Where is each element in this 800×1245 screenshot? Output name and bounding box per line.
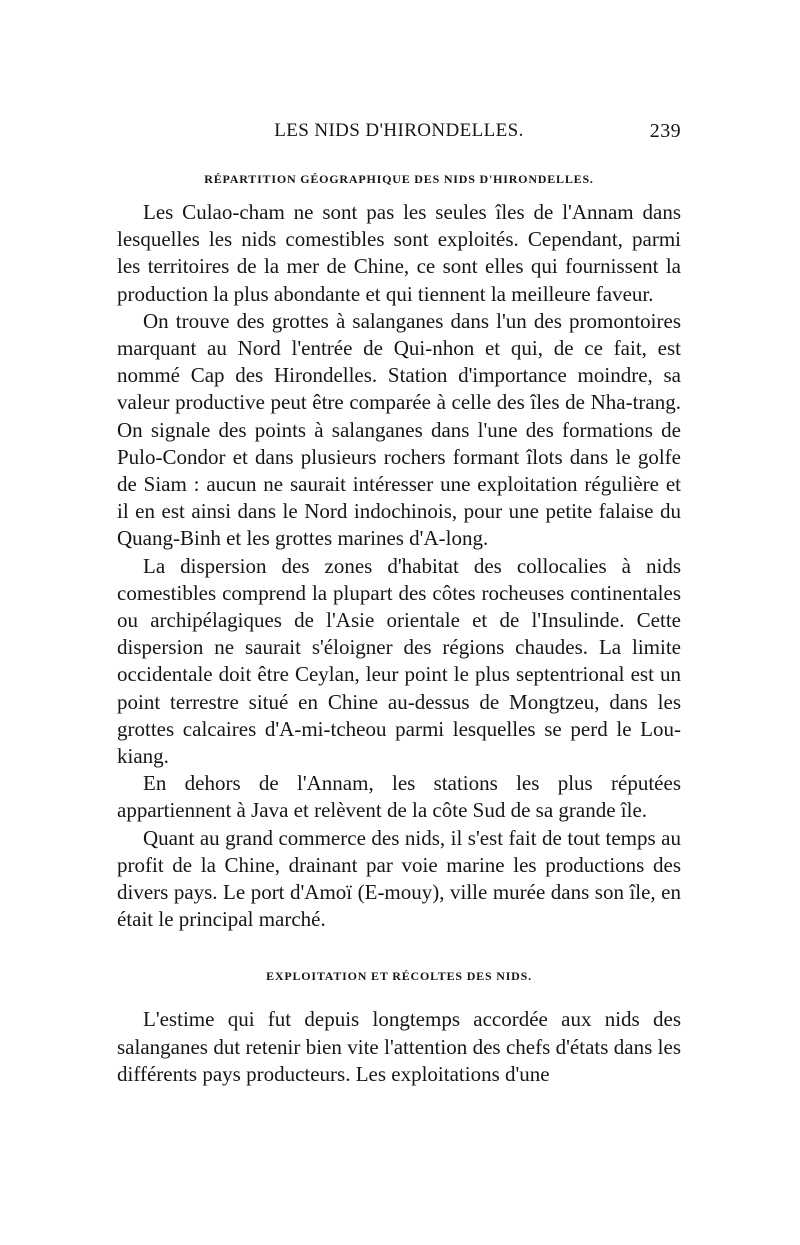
running-title: LES NIDS D'HIRONDELLES. [274, 120, 524, 141]
paragraph-culao-cham: Les Culao-cham ne sont pas les seules îles de l'Annam dans lesquelles les nids comestibles sont exploités. Cependant, parmi les territoires de la mer de Chine, ce sont elles qui fournissent la production la plus abondante et qui tiennent la meilleure faveur. [117, 200, 681, 306]
section-heading-exploitation: EXPLOITATION ET RÉCOLTES DES NIDS. [266, 969, 532, 984]
paragraph-commerce: Quant au grand commerce des nids, il s'est fait de tout temps au profit de la Chine, drainant par voie marine les productions des divers pays. Le port d'Amoï (E-mouy), ville murée dans son île, en était le principal marché. [117, 825, 681, 932]
running-head [117, 120, 681, 150]
paragraph-grottes: On trouve des grottes à salanganes dans l'un des promontoires marquant au Nord l'entrée de Qui-nhon et qui, de ce fait, est nommé Cap des Hirondelles. Station d'importance moindre, sa valeur productive peut être comparée à celle des îles de Nha-trang. On signale des points à salanganes dans l'une des formations de Pulo-Condor et dans plusieurs rochers formant îlots dans le golfe de Siam : aucun ne saurait intéresser une exploitation régulière et il en est ainsi dans le Nord indochinois, pour une petite falaise du Quang-Binh et les grottes marines d'A-long. [117, 308, 681, 551]
paragraph-java: En dehors de l'Annam, les stations les plus réputées appartiennent à Java et relèvent de la côte Sud de sa grande île. [117, 771, 681, 823]
paragraph-dispersion: La dispersion des zones d'habitat des collocalies à nids comestibles comprend la plupart des côtes rocheuses continentales ou archipélagiques de l'Asie orientale et de l'Insulinde. Cette dispersion ne saurait s'éloigner des régions chaudes. La limite occidentale doit être Ceylan, leur point le plus septentrional est un point terrestre situé en Chine au-dessus de Mongtzeu, dans les grottes calcaires d'A-mi-tcheou parmi lesquelles se perd le Lou-kiang. [117, 553, 681, 769]
section-heading-repartition: RÉPARTITION GÉOGRAPHIQUE DES NIDS D'HIRONDELLES. [204, 172, 594, 186]
page-body [117, 120, 681, 1088]
paragraph-estime: L'estime qui fut depuis longtemps accordée aux nids des salanganes dut retenir bien vite l'attention des chefs d'états dans les différents pays producteurs. Les exploitations d'une [117, 1007, 681, 1086]
page-number: 239 [649, 120, 681, 142]
